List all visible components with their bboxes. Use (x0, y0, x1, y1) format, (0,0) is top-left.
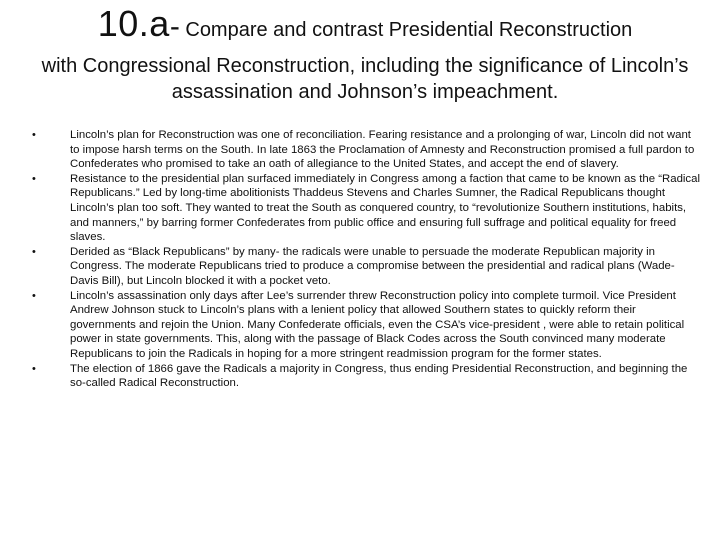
bullet-text: Resistance to the presidential plan surfaced immediately in Congress among a faction that came to be known as the “Radical Republicans.” Led by long-time abolitionists Thaddeus Stevens and Charles Sumner, the Radical Republicans thought Lincoln’s plan too soft. They wanted to treat the South as conquered country, to “revolutionize Southern institutions, habits, and manners,” by barring former Confederates from public office and ensuring full suffrage and political equality for freed slaves. (70, 172, 700, 244)
bullet-text: Lincoln’s assassination only days after Lee’s surrender threw Reconstruction policy into complete turmoil. Vice President Andrew Johnson stuck to Lincoln’s plans with a lenient policy that allowed Southern states to quickly reform their governments and rejoin the Union. Many Confederate officials, even the CSA’s vice-president , were able to retain political power in state governments. This, along with the passage of Black Codes across the South convinced many moderate Republicans to join the Radicals in hoping for a more stringent readmission program for the former states. (70, 289, 685, 360)
bullet-text: The election of 1866 gave the Radicals a majority in Congress, thus ending Presidential Reconstruction, and beginning the so-called Radical Reconstruction. (70, 362, 688, 390)
title-main-text: Compare and contrast Presidential Reconstruction (179, 19, 633, 41)
bullet-list (26, 128, 702, 391)
bullet-dot-icon: • (32, 129, 36, 141)
slide-title (40, 2, 690, 105)
bullet-dot-icon: • (32, 362, 36, 375)
list-item (26, 128, 702, 172)
title-number: 10.a (97, 3, 170, 44)
bullet-dot-icon: • (32, 289, 36, 302)
list-item (26, 362, 702, 391)
bullet-text: Lincoln’s plan for Reconstruction was one of reconciliation. Fearing resistance and a prolonging of war, Lincoln did not want to impose harsh terms on the South. In late 1863 the Proclamation of Amnesty and Reconstruction promised a full pardon to Confederates who promised to take an oath of allegiance to the United States, and accept the end of slavery. (70, 129, 695, 171)
list-item (26, 289, 702, 362)
title-continuation: with Congressional Reconstruction, including the significance of Lincoln’s assassination and Johnson’s impeachment. (41, 55, 689, 104)
title-first-line (40, 2, 690, 45)
bullet-text: Derided as “Black Republicans” by many- the radicals were unable to persuade the moderate Republican majority in Congress. The moderate Republicans tried to produce a compromise between the presidential and radical plans (Wade-Davis Bill), but Lincoln blocked it with a pocket veto. (70, 245, 675, 287)
list-item (26, 245, 702, 289)
bullet-dot-icon: • (32, 172, 36, 185)
bullet-dot-icon: • (32, 245, 36, 258)
title-dash: - (169, 10, 180, 43)
list-item (26, 172, 702, 245)
